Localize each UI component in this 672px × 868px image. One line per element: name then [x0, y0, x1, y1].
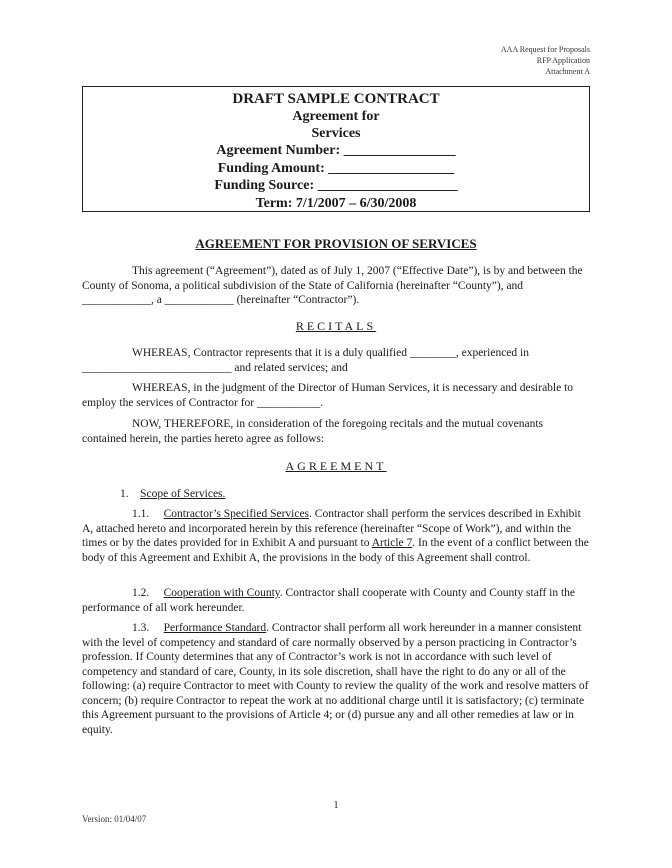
- section-1-2: [82, 586, 590, 615]
- funding-amount-label: Funding Amount:: [217, 160, 325, 176]
- intro-paragraph: This agreement (“Agreement”), dated as of July 1, 2007 (“Effective Date”), is by and between the County of Sonoma, a political subdivision of the State of California (hereinafter “County”), and ____________, a ____________ (hereinafter “Contractor”).: [82, 265, 583, 306]
- agreement-number-blank: ________________: [343, 143, 456, 158]
- header-line-3: Attachment A: [545, 67, 590, 76]
- section-1-1-text-b: . In the event of a conflict between the body of this Agreement and Exhibit A, the provisions in the body of this Agreement shall control.: [82, 537, 589, 564]
- funding-amount-blank: __________________: [328, 160, 455, 176]
- recitals-heading: RECITALS: [295, 319, 377, 333]
- section-1-3-title: Performance Standard: [163, 622, 267, 634]
- agreement-section-heading: AGREEMENT: [285, 459, 387, 473]
- section-1-number: 1.: [120, 488, 129, 500]
- section-1-1-text-a: . Contractor shall perform the services described in Exhibit A, attached hereto and incorporated herein by this reference (hereinafter “Scope of Work”), and within the times or by the dates provided for in Exhibit A and pursuant to: [82, 508, 581, 549]
- section-1-heading: [120, 487, 590, 502]
- section-1-2-text: . Contractor shall cooperate with County and County staff in the performance of all work hereunder.: [82, 587, 576, 614]
- funding-source-blank: ____________________: [317, 178, 458, 193]
- funding-amount-row: [83, 160, 589, 178]
- contract-title-box: [82, 86, 590, 212]
- section-1-3: [82, 621, 590, 737]
- now-therefore-paragraph: NOW, THEREFORE, in consideration of the foregoing recitals and the mutual covenants contained herein, the parties hereto agree as follows:: [82, 418, 544, 445]
- header-line-2: RFP Application: [536, 56, 590, 65]
- section-1-2-title: Cooperation with County: [163, 587, 280, 599]
- section-1-title: Scope of Services.: [140, 488, 226, 500]
- section-1-3-text: . Contractor shall perform all work hereunder in a manner consistent with the level of competency and standard of care normally observed by a person practicing in Contractor’s profession. If County determines that any of Contractor’s work is not in accordance with such level of competency and standard of care, County, in its sole discretion, shall have the right to do any or all of the following: (a) require Contractor to meet with County to review the quality of the work and resolve matters of concern; (b) require Contractor to repeat the work at no additional charge until it is satisfactory; (c) terminate this Agreement pursuant to the provisions of Article 4; or (d) pursue any and all other remedies at law or in equity.: [82, 622, 589, 736]
- version-footer: Version: 01/04/07: [82, 814, 147, 824]
- section-1-1-title: Contractor’s Specified Services: [163, 508, 310, 520]
- whereas-paragraph-2: WHEREAS, in the judgment of the Director of Human Services, it is necessary and desirable to employ the services of Contractor for ___________.: [82, 382, 574, 409]
- whereas-paragraph-1: WHEREAS, Contractor represents that it is a duly qualified ________, experienced in __________________________ and related services; and: [82, 347, 529, 374]
- header-line-1: AAA Request for Proposals: [500, 45, 590, 54]
- section-1-2-number: 1.2.: [132, 587, 150, 599]
- agreement-number-label: Agreement Number:: [216, 143, 341, 158]
- funding-source-row: [83, 177, 589, 195]
- contract-subtitle-1: Agreement for: [292, 109, 380, 124]
- page-number: 1: [333, 800, 339, 811]
- contract-title: DRAFT SAMPLE CONTRACT: [232, 91, 440, 107]
- funding-source-label: Funding Source:: [214, 178, 315, 193]
- agreement-number-row: [83, 142, 589, 160]
- header-attachment-note: [501, 44, 590, 77]
- section-1-1-number: 1.1.: [132, 508, 150, 520]
- term-row: Term: 7/1/2007 – 6/30/2008: [255, 195, 417, 211]
- agreement-heading: AGREEMENT FOR PROVISION OF SERVICES: [195, 236, 477, 251]
- article-7-link[interactable]: Article 7: [371, 537, 413, 549]
- section-1-1: [82, 507, 590, 565]
- contract-subtitle-2: Services: [311, 126, 361, 141]
- section-1-3-number: 1.3.: [132, 622, 150, 634]
